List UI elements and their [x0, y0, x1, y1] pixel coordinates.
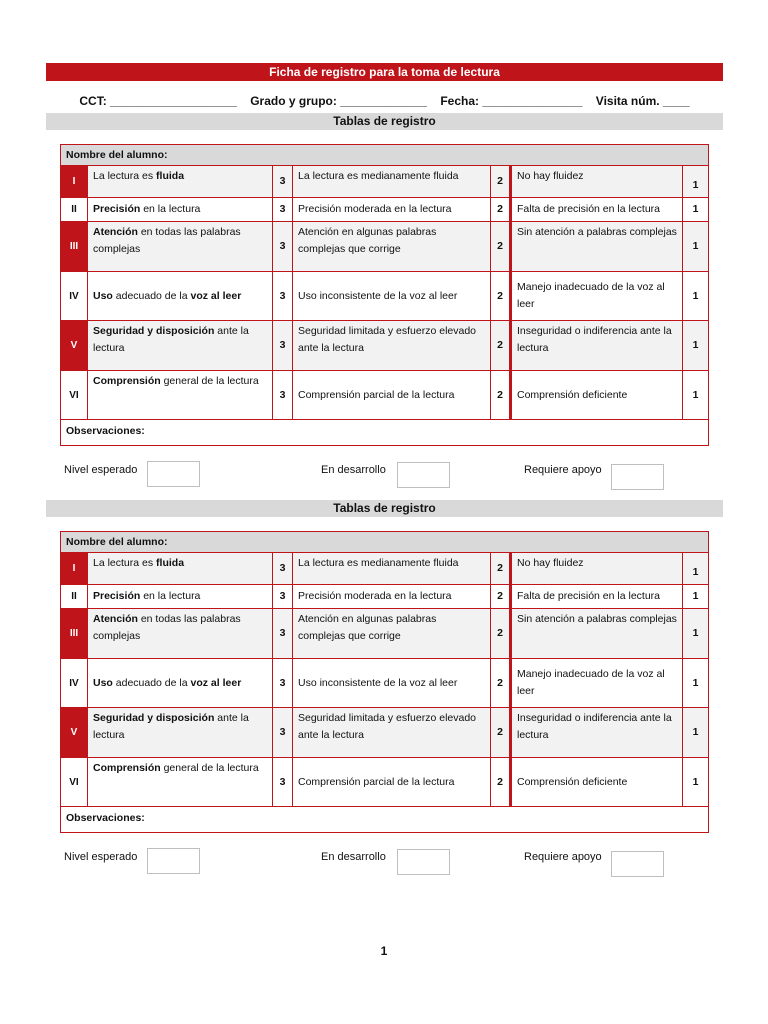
row-numeral: V [61, 708, 88, 758]
level-expected-box[interactable] [147, 461, 200, 487]
section-title: Tablas de registro [46, 500, 723, 517]
level-expected-label: Nivel esperado [64, 851, 138, 863]
criterion-high: Atención en todas las palabras complejas [88, 222, 273, 272]
score-high[interactable]: 3 [273, 166, 293, 198]
score-low[interactable]: 1 [683, 371, 709, 420]
level-developing-label: En desarrollo [321, 851, 386, 863]
score-mid[interactable]: 2 [491, 609, 511, 659]
level-developing-label: En desarrollo [321, 464, 386, 476]
criterion-low: Sin atención a palabras complejas [511, 609, 683, 659]
score-low[interactable]: 1 [683, 198, 709, 222]
registro-table-1 [60, 144, 709, 446]
criterion-high: Comprensión general de la lectura [88, 371, 273, 420]
score-high[interactable]: 3 [273, 222, 293, 272]
score-low[interactable]: 1 [683, 222, 709, 272]
row-numeral: IV [61, 659, 88, 708]
criterion-mid: Atención en algunas palabras complejas que corrige [293, 222, 491, 272]
criterion-mid: Atención en algunas palabras complejas que corrige [293, 609, 491, 659]
row-numeral: I [61, 166, 88, 198]
level-expected-box[interactable] [147, 848, 200, 874]
score-mid[interactable]: 2 [491, 166, 511, 198]
score-low[interactable]: 1 [683, 553, 709, 585]
score-mid[interactable]: 2 [491, 659, 511, 708]
criterion-low: Manejo inadecuado de la voz al leer [511, 659, 683, 708]
criterion-high: La lectura es fluida [88, 553, 273, 585]
criterion-high: Precisión en la lectura [88, 198, 273, 222]
observations-field[interactable]: Observaciones: [61, 807, 709, 833]
row-numeral: IV [61, 272, 88, 321]
criterion-high: Seguridad y disposición ante la lectura [88, 708, 273, 758]
criterion-high: La lectura es fluida [88, 166, 273, 198]
criterion-high: Uso adecuado de la voz al leer [88, 272, 273, 321]
criterion-mid: Precisión moderada en la lectura [293, 198, 491, 222]
level-support-label: Requiere apoyo [524, 851, 602, 863]
score-high[interactable]: 3 [273, 758, 293, 807]
criterion-mid: La lectura es medianamente fluida [293, 553, 491, 585]
criterion-mid: Comprensión parcial de la lectura [293, 758, 491, 807]
score-mid[interactable]: 2 [491, 198, 511, 222]
levels-row-1 [60, 460, 708, 490]
score-mid[interactable]: 2 [491, 272, 511, 321]
level-support-box[interactable] [611, 851, 664, 877]
criterion-low: Comprensión deficiente [511, 371, 683, 420]
score-low[interactable]: 1 [683, 272, 709, 321]
criterion-mid: Precisión moderada en la lectura [293, 585, 491, 609]
score-low[interactable]: 1 [683, 585, 709, 609]
registro-table-2 [60, 531, 709, 833]
score-high[interactable]: 3 [273, 708, 293, 758]
score-high[interactable]: 3 [273, 609, 293, 659]
criterion-low: Falta de precisión en la lectura [511, 585, 683, 609]
criterion-low: Falta de precisión en la lectura [511, 198, 683, 222]
score-low[interactable]: 1 [683, 321, 709, 371]
score-low[interactable]: 1 [683, 659, 709, 708]
visita-field[interactable]: Visita núm. ____ [595, 94, 690, 108]
header-fields [46, 92, 723, 110]
score-low[interactable]: 1 [683, 609, 709, 659]
criterion-low: No hay fluidez [511, 553, 683, 585]
criterion-high: Atención en todas las palabras complejas [88, 609, 273, 659]
criterion-low: Sin atención a palabras complejas [511, 222, 683, 272]
criterion-mid: Seguridad limitada y esfuerzo elevado ante la lectura [293, 708, 491, 758]
grado-grupo-field[interactable]: Grado y grupo: _____________ [250, 94, 427, 108]
criterion-high: Comprensión general de la lectura [88, 758, 273, 807]
score-mid[interactable]: 2 [491, 371, 511, 420]
level-developing-box[interactable] [397, 462, 450, 488]
criterion-mid: La lectura es medianamente fluida [293, 166, 491, 198]
criterion-mid: Uso inconsistente de la voz al leer [293, 659, 491, 708]
score-high[interactable]: 3 [273, 321, 293, 371]
level-support-box[interactable] [611, 464, 664, 490]
score-mid[interactable]: 2 [491, 321, 511, 371]
criterion-high: Precisión en la lectura [88, 585, 273, 609]
criterion-low: Manejo inadecuado de la voz al leer [511, 272, 683, 321]
score-high[interactable]: 3 [273, 585, 293, 609]
score-mid[interactable]: 2 [491, 585, 511, 609]
form-title-banner: Ficha de registro para la toma de lectura [46, 63, 723, 81]
fecha-field[interactable]: Fecha: _______________ [440, 94, 583, 108]
criterion-high: Seguridad y disposición ante la lectura [88, 321, 273, 371]
row-numeral: V [61, 321, 88, 371]
score-high[interactable]: 3 [273, 371, 293, 420]
criterion-low: No hay fluidez [511, 166, 683, 198]
row-numeral: VI [61, 758, 88, 807]
score-high[interactable]: 3 [273, 659, 293, 708]
score-high[interactable]: 3 [273, 198, 293, 222]
criterion-low: Comprensión deficiente [511, 758, 683, 807]
row-numeral: II [61, 585, 88, 609]
level-developing-box[interactable] [397, 849, 450, 875]
row-numeral: III [61, 222, 88, 272]
score-low[interactable]: 1 [683, 166, 709, 198]
row-numeral: VI [61, 371, 88, 420]
student-name-field[interactable]: Nombre del alumno: [61, 145, 709, 166]
score-mid[interactable]: 2 [491, 553, 511, 585]
score-high[interactable]: 3 [273, 272, 293, 321]
score-high[interactable]: 3 [273, 553, 293, 585]
criterion-high: Uso adecuado de la voz al leer [88, 659, 273, 708]
criterion-low: Inseguridad o indiferencia ante la lectura [511, 708, 683, 758]
score-mid[interactable]: 2 [491, 758, 511, 807]
criterion-mid: Comprensión parcial de la lectura [293, 371, 491, 420]
score-low[interactable]: 1 [683, 708, 709, 758]
criterion-mid: Uso inconsistente de la voz al leer [293, 272, 491, 321]
page-number: 1 [380, 944, 388, 958]
section-title: Tablas de registro [46, 113, 723, 130]
score-mid[interactable]: 2 [491, 708, 511, 758]
row-numeral: III [61, 609, 88, 659]
levels-row-2 [60, 847, 708, 877]
row-numeral: II [61, 198, 88, 222]
score-low[interactable]: 1 [683, 758, 709, 807]
level-expected-label: Nivel esperado [64, 464, 138, 476]
level-support-label: Requiere apoyo [524, 464, 602, 476]
criterion-low: Inseguridad o indiferencia ante la lectura [511, 321, 683, 371]
score-mid[interactable]: 2 [491, 222, 511, 272]
student-name-field[interactable]: Nombre del alumno: [61, 532, 709, 553]
cct-field[interactable]: CCT: ___________________ [79, 94, 237, 108]
observations-field[interactable]: Observaciones: [61, 420, 709, 446]
row-numeral: I [61, 553, 88, 585]
criterion-mid: Seguridad limitada y esfuerzo elevado ante la lectura [293, 321, 491, 371]
